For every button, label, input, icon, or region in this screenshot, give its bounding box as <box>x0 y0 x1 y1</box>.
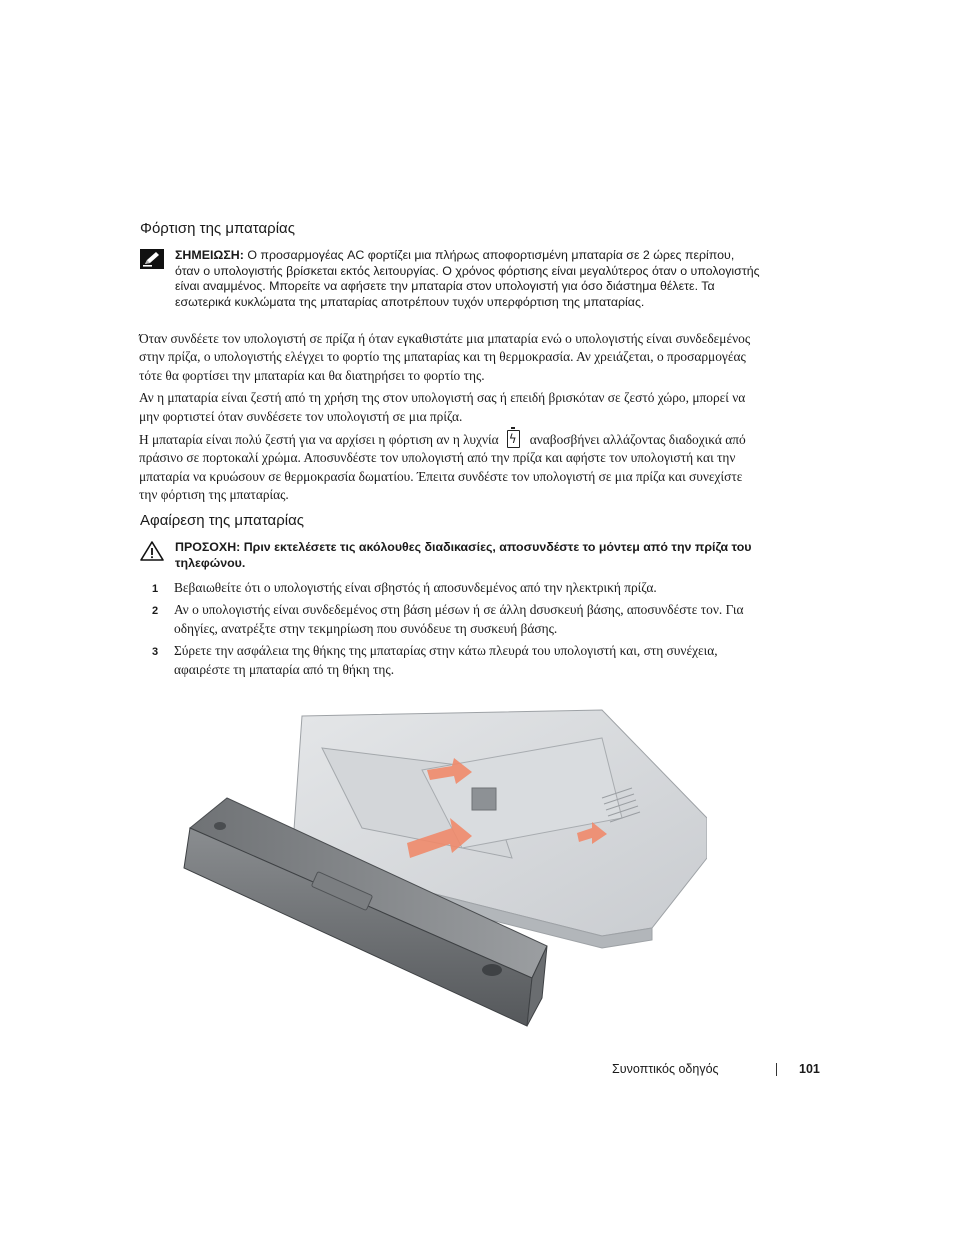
battery-status-light-icon <box>507 430 520 448</box>
step-text: Βεβαιωθείτε ότι ο υπολογιστής είναι σβηστός ή αποσυνδεμένος από την ηλεκτρική πρίζα. <box>174 580 657 595</box>
caution-text <box>175 540 760 571</box>
note-label: ΣΗΜΕΙΩΣΗ: <box>175 248 244 262</box>
step-number: 1 <box>152 583 159 595</box>
caution-label: ΠΡΟΣΟΧΗ: <box>175 540 241 554</box>
section-heading-removal: Αφαίρεση της μπαταρίας <box>140 512 304 529</box>
step-number: 2 <box>152 605 159 618</box>
step-text: Σύρετε την ασφάλεια της θήκης της μπαταρίας στην κάτω πλευρά του υπολογιστή και, στη συνέχεια, αφαιρέστε τη μπαταρία από τη θήκη της. <box>174 643 718 677</box>
paragraph-3-end: αναβοσβήνει αλλάζοντας διαδοχικά από πράσινο σε πορτοκαλί χρώμα. Αποσυνδέστε τον υπολογιστή από την πρίζα και αφήστε τον υπολογιστή και την μπαταρία να κρυώσουν σε θερμοκρασία δωματίου. Έπειτα συνδέστε τον υπολογιστή σε μια πρίζα και συνεχίστε την φόρτιση της μπαταρίας. <box>139 432 746 503</box>
note-body: Ο προσαρμογέας AC φορτίζει μια πλήρως αποφορτισμένη μπαταρία σε 2 ώρες περίπου, όταν ο υπολογιστής βρίσκεται εκτός λειτουργίας. Ο χρόνος φόρτισης είναι μεγαλύτερος όταν ο υπολογιστής είναι αναμμένος. Μπορείτε να αφήσετε την μπαταρία στον υπολογιστή για όσο διάστημα θέλετε. Τα εσωτερικά κυκλώματα της μπαταρίας αποτρέπουν τυχόν υπερφόρτιση της μπαταρίας. <box>175 248 760 309</box>
caution-box <box>140 540 760 571</box>
note-box <box>140 248 760 310</box>
caution-body: Πριν εκτελέσετε τις ακόλουθες διαδικασίες, αποσυνδέστε το μόντεμ από την πρίζα του τηλεφώνου. <box>175 540 752 570</box>
step-item <box>152 642 762 679</box>
removal-steps <box>152 579 762 683</box>
battery-removal-illustration <box>182 708 707 1036</box>
paragraph-charging-3 <box>139 430 759 505</box>
note-text <box>175 248 760 310</box>
footer-title: Συνοπτικός οδηγός <box>612 1062 719 1076</box>
paragraph-charging-1: Όταν συνδέετε τον υπολογιστή σε πρίζα ή όταν εγκαθιστάτε μια μπαταρία ενώ ο υπολογιστής είναι συνδεδεμένος στην πρίζα, ο υπολογιστής ελέγχει το φορτίο της μπαταρίας και τη θερμοκρασία. Αν χρειάζεται, ο προσαρμογέας τότε θα φορτίσει την μπαταρία και θα διατηρήσει το φορτίο της. <box>139 331 751 383</box>
step-item <box>152 601 762 638</box>
step-number: 3 <box>152 646 159 659</box>
section-heading-charging: Φόρτιση της μπαταρίας <box>140 220 295 237</box>
paragraph-charging-2: Αν η μπαταρία είναι ζεστή από τη χρήση της στον υπολογιστή σας ή επειδή βρισκόταν σε ζεστό χώρο, μπορεί να μην φορτιστεί όταν συνδέσετε τον υπολογιστή σε μια πρίζα. <box>139 390 746 424</box>
charging-paragraphs <box>139 330 759 505</box>
note-pencil-icon <box>140 249 164 269</box>
footer-divider <box>776 1063 777 1076</box>
warning-triangle-icon <box>140 541 164 561</box>
step-text: Αν ο υπολογιστής είναι συνδεδεμένος στη βάση μέσων ή σε άλλη dσυσκευή βάσης, αποσυνδέστε τον. Για οδηγίες, ανατρέξτε στην τεκμηρίωση που συνόδευε τη συσκευή βάσης. <box>174 602 744 636</box>
page-number: 101 <box>799 1062 820 1076</box>
paragraph-3-start: Η μπαταρία είναι πολύ ζεστή για να αρχίσει η φόρτιση αν η λυχνία <box>139 432 499 448</box>
step-item <box>152 579 762 597</box>
